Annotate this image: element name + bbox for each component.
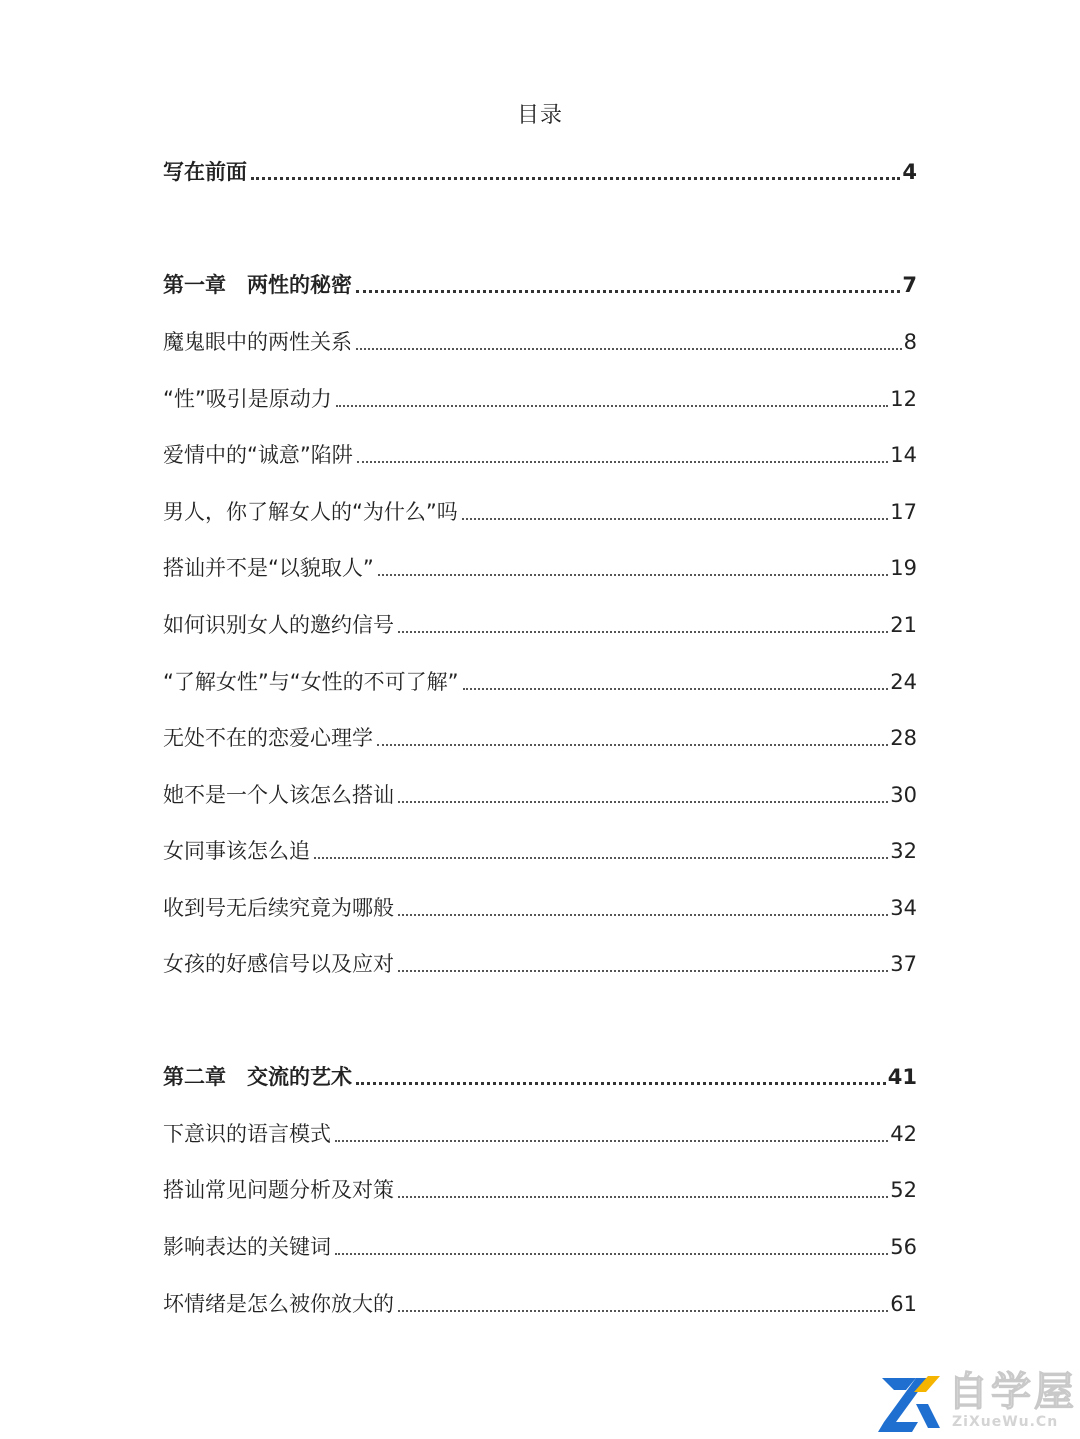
dot-leader: [356, 348, 902, 350]
toc-entry-chapter-1[interactable]: [163, 270, 917, 300]
dot-leader: [356, 290, 900, 293]
toc-entry-chapter-2[interactable]: [163, 1062, 917, 1092]
entry-page-number: 4: [902, 160, 917, 184]
dot-leader: [314, 857, 888, 859]
entry-title: 收到号无后续究竟为哪般: [163, 896, 394, 920]
dot-leader: [462, 518, 889, 520]
dot-leader: [398, 631, 888, 633]
entry-title: 第一章 两性的秘密: [163, 273, 352, 297]
dot-leader: [336, 405, 889, 407]
dot-leader: [398, 1196, 888, 1198]
dot-leader: [398, 970, 888, 972]
toc-entry[interactable]: [163, 780, 917, 810]
dot-leader: [357, 461, 889, 463]
entry-page-number: 7: [902, 273, 917, 297]
toc-title: 目录: [516, 103, 563, 128]
entry-page-number: 52: [890, 1178, 917, 1202]
entry-title: 她不是一个人该怎么搭讪: [163, 783, 394, 807]
dot-leader: [398, 914, 888, 916]
entry-title: 坏情绪是怎么被你放大的: [163, 1292, 394, 1316]
entry-page-number: 24: [890, 670, 917, 694]
dot-leader: [356, 1082, 886, 1085]
dot-leader: [251, 177, 900, 180]
toc-entry[interactable]: [163, 497, 917, 527]
toc-entry[interactable]: [163, 893, 917, 923]
watermark-url: ZiXueWu.Cn: [952, 1414, 1059, 1430]
entry-page-number: 17: [890, 500, 917, 524]
entry-page-number: 8: [903, 330, 917, 354]
toc-entry[interactable]: [163, 327, 917, 357]
entry-title: 下意识的语言模式: [163, 1122, 331, 1146]
watermark-name: 自学屋: [948, 1369, 1077, 1415]
toc-entry[interactable]: [163, 836, 917, 866]
dot-leader: [377, 744, 888, 746]
toc-entry[interactable]: [163, 1175, 917, 1205]
entry-title: 搭讪并不是“以貌取人”: [163, 556, 374, 580]
entry-page-number: 34: [890, 896, 917, 920]
entry-title: 男人，你了解女人的“为什么”吗: [163, 500, 458, 524]
entry-page-number: 21: [890, 613, 917, 637]
toc-entry[interactable]: [163, 440, 917, 470]
entry-title: 魔鬼眼中的两性关系: [163, 330, 352, 354]
dot-leader: [378, 574, 889, 576]
entry-title: “性”吸引是原动力: [163, 387, 332, 411]
entry-page-number: 12: [890, 387, 917, 411]
toc-entry[interactable]: [163, 949, 917, 979]
entry-page-number: 37: [890, 952, 917, 976]
entry-title: 女孩的好感信号以及应对: [163, 952, 394, 976]
toc-entry[interactable]: [163, 610, 917, 640]
entry-page-number: 32: [890, 839, 917, 863]
entry-page-number: 30: [890, 783, 917, 807]
entry-page-number: 61: [890, 1292, 917, 1316]
toc-entry-preface[interactable]: [163, 157, 917, 187]
entry-title: 如何识别女人的邀约信号: [163, 613, 394, 637]
entry-page-number: 41: [887, 1065, 917, 1089]
entry-page-number: 19: [890, 556, 917, 580]
entry-page-number: 56: [890, 1235, 917, 1259]
watermark: [872, 1360, 1078, 1438]
entry-title: 影响表达的关键词: [163, 1235, 331, 1259]
toc-entry[interactable]: [163, 1232, 917, 1262]
entry-title: “了解女性”与“女性的不可了解”: [163, 670, 459, 694]
entry-title: 爱情中的“诚意”陷阱: [163, 443, 353, 467]
entry-title: 女同事该怎么追: [163, 839, 310, 863]
dot-leader: [398, 801, 888, 803]
dot-leader: [335, 1140, 888, 1142]
toc-entry[interactable]: [163, 384, 917, 414]
entry-title: 无处不在的恋爱心理学: [163, 726, 373, 750]
toc-entry[interactable]: [163, 1119, 917, 1149]
toc-entry[interactable]: [163, 667, 917, 697]
dot-leader: [335, 1253, 888, 1255]
entry-title: 第二章 交流的艺术: [163, 1065, 352, 1089]
toc-entry[interactable]: [163, 553, 917, 583]
dot-leader: [398, 1310, 888, 1312]
toc-entry[interactable]: [163, 1289, 917, 1319]
zx-logo-icon: [876, 1370, 942, 1432]
entry-page-number: 14: [890, 443, 917, 467]
entry-title: 搭讪常见问题分析及对策: [163, 1178, 394, 1202]
entry-page-number: 42: [890, 1122, 917, 1146]
entry-title: 写在前面: [163, 160, 247, 184]
entry-page-number: 28: [890, 726, 917, 750]
dot-leader: [463, 688, 889, 690]
toc-entry[interactable]: [163, 723, 917, 753]
